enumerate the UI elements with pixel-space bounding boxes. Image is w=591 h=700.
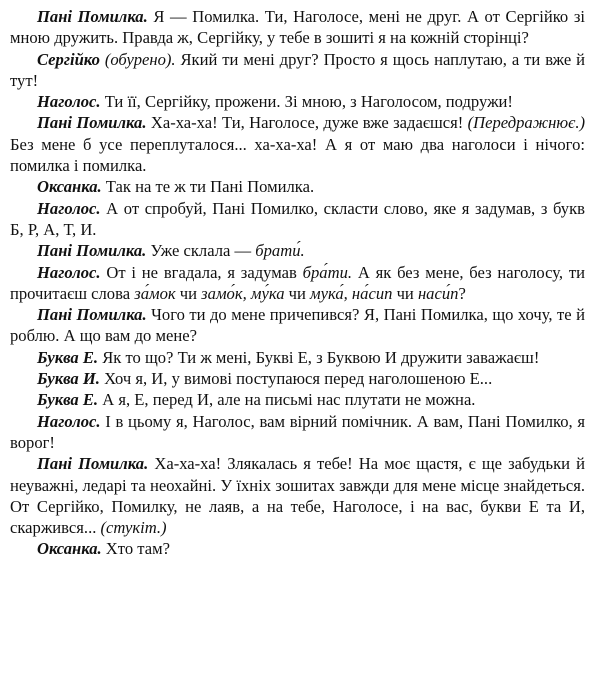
stressed-word: замо́к, му́ка bbox=[201, 283, 285, 303]
line-text: Чого ти до мене причепився? Я, Пані Помилка, що хочу, те й роблю. А що вам до мене? bbox=[10, 305, 585, 346]
line-text: А я, Е, перед И, але на письмі нас плутати не можна. bbox=[98, 390, 476, 410]
line-text: чи bbox=[284, 283, 311, 303]
speaker-name: Наголос. bbox=[37, 92, 101, 112]
line-text: Так на те ж ти Пані Помилка. bbox=[101, 177, 315, 197]
line-text: Хто там? bbox=[101, 539, 170, 559]
speaker-name: Оксанка. bbox=[37, 177, 102, 197]
line-text: А от спробуй, Пані Помилко, скласти слово, яке я задумав, з букв Б, Р, А, Т, И. bbox=[10, 198, 585, 239]
dialogue-line bbox=[10, 411, 585, 454]
dialogue-line bbox=[10, 389, 585, 410]
line-text: І в цьому я, Наголос, вам вірний помічник. А вам, Пані Помилко, я ворог! bbox=[10, 411, 585, 452]
line-text: А як без мене, без наголосу, ти прочитаєш слова bbox=[10, 262, 585, 303]
line-text: Ти її, Сергійку, прожени. Зі мною, з Наголосом, подружи! bbox=[100, 92, 513, 112]
speaker-name: Буква Е. bbox=[37, 390, 99, 410]
stressed-word: брати́. bbox=[255, 241, 305, 261]
dialogue-line bbox=[10, 304, 585, 347]
line-text: чи bbox=[175, 283, 202, 303]
dialogue-line bbox=[10, 262, 585, 305]
stage-direction: (стукіт.) bbox=[100, 518, 167, 538]
dialogue-line bbox=[10, 453, 585, 538]
stressed-word: бра́ти. bbox=[302, 262, 353, 282]
dialogue-line bbox=[10, 538, 585, 559]
dialogue-line bbox=[10, 49, 585, 92]
line-text: Як то що? Ти ж мені, Букві Е, з Буквою И дружити заважаєш! bbox=[98, 347, 540, 367]
line-text: Ха-ха-ха! Злякалась я тебе! На моє щастя, є ще забудьки й неуважні, ледарі та неохайні. У їхніх зошитах завжди для мене місце знайдеться. От Сергійко, Помилку, не лаяв, а на тебе, Наголосе, і на вас, букви Е та И, скаржився... bbox=[10, 454, 585, 538]
line-text: Без мене б усе переплуталося... ха-ха-ха! А я от маю два наголоси і нічого: помилка і помилка. bbox=[10, 134, 585, 176]
speaker-name: Пані Помилка. bbox=[37, 454, 149, 474]
line-text: Хоч я, И, у вимові поступаюся перед наголошеною Е... bbox=[99, 369, 493, 389]
line-text: Який ти мені друг? Просто я щось наплутаю, а ти вже й тут! bbox=[10, 49, 585, 90]
dialogue-line bbox=[10, 198, 585, 241]
dialogue-line bbox=[10, 347, 585, 368]
line-text: чи bbox=[392, 283, 418, 303]
stressed-word: наси́п bbox=[417, 283, 459, 303]
speaker-name: Пані Помилка. bbox=[37, 113, 147, 133]
line-text: ? bbox=[458, 283, 466, 303]
stage-direction: (обурено). bbox=[99, 49, 176, 69]
line-text: Ха-ха-ха! Ти, Наголосе, дуже вже задаєшся! bbox=[146, 113, 468, 133]
dialogue-line bbox=[10, 368, 585, 389]
speaker-name: Наголос. bbox=[37, 411, 101, 431]
speaker-name: Буква И. bbox=[37, 369, 100, 389]
stressed-word: за́мок bbox=[134, 283, 176, 303]
dialogue-line bbox=[10, 240, 585, 261]
speaker-name: Сергійко bbox=[37, 49, 100, 69]
speaker-name: Пані Помилка. bbox=[37, 7, 148, 26]
dialogue-line bbox=[10, 112, 585, 176]
speaker-name: Буква Е. bbox=[37, 347, 99, 367]
dialogue-line bbox=[10, 6, 585, 49]
speaker-name: Пані Помилка. bbox=[37, 241, 147, 261]
speaker-name: Наголос. bbox=[37, 262, 101, 282]
speaker-name: Наголос. bbox=[37, 198, 101, 218]
stressed-word: мука́, на́сип bbox=[310, 283, 393, 303]
dialogue-line bbox=[10, 91, 585, 112]
line-text: От і не вгадала, я задумав bbox=[100, 262, 303, 282]
line-text: Я — Помилка. Ти, Наголосе, мені не друг. А от Сергійко зі мною дружить. Правда ж, Сергійку, у тебе в зошиті я на кожній сторінці? bbox=[10, 7, 585, 48]
dialogue-line bbox=[10, 176, 585, 197]
stage-direction: (Передражнює.) bbox=[467, 113, 585, 133]
line-text: Уже склала — bbox=[146, 241, 256, 261]
speaker-name: Оксанка. bbox=[37, 539, 102, 559]
speaker-name: Пані Помилка. bbox=[37, 305, 147, 325]
